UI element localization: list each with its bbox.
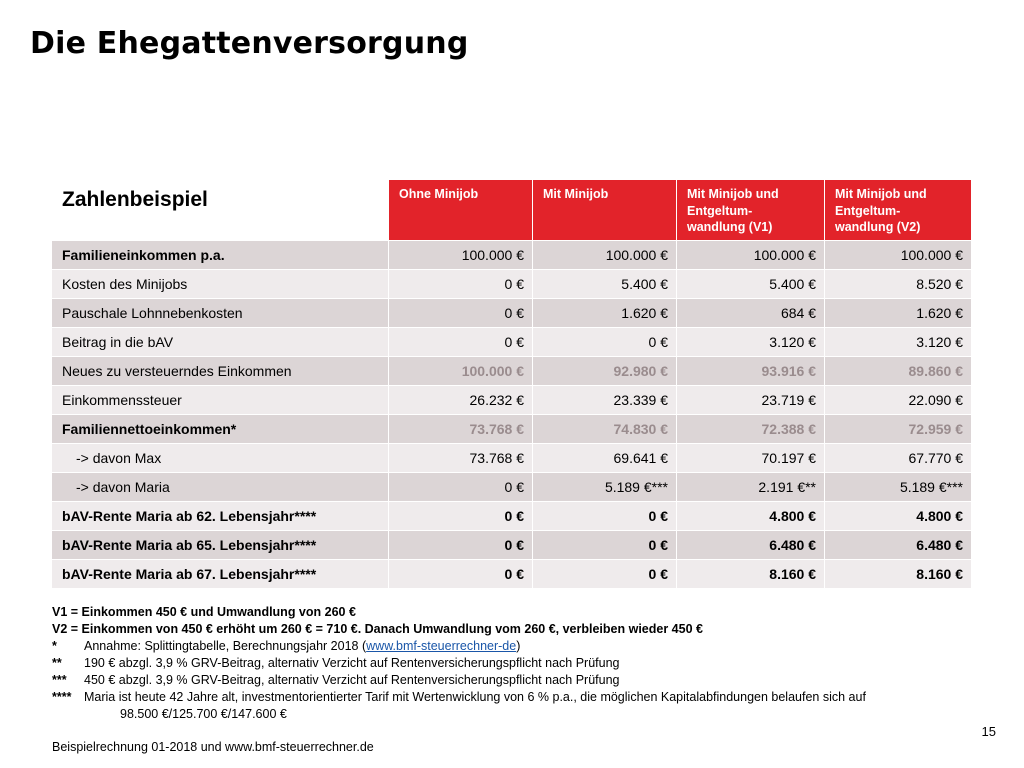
cell-value: 100.000 € xyxy=(532,240,676,269)
table-header-row xyxy=(52,180,971,240)
table-row xyxy=(52,443,971,472)
cell-value: 0 € xyxy=(388,501,532,530)
row-label: -> davon Maria xyxy=(52,472,388,501)
cell-value: 0 € xyxy=(388,559,532,588)
table-row xyxy=(52,559,971,588)
table-row xyxy=(52,501,971,530)
note-star4-continued: 98.500 €/125.700 €/147.600 € xyxy=(120,707,287,721)
note-text-end: ) xyxy=(516,639,521,653)
cell-value: 89.860 € xyxy=(824,356,971,385)
cell-value: 8.520 € xyxy=(824,269,971,298)
cell-value: 23.339 € xyxy=(532,385,676,414)
cell-value: 6.480 € xyxy=(824,530,971,559)
row-label: Neues zu versteuerndes Einkommen xyxy=(52,356,388,385)
cell-value: 8.160 € xyxy=(676,559,824,588)
cell-value: 23.719 € xyxy=(676,385,824,414)
note-marker: ** xyxy=(52,656,62,670)
cell-value: 0 € xyxy=(388,472,532,501)
footer-source: Beispielrechnung 01-2018 und www.bmf-steuerrechner.de xyxy=(52,740,374,754)
row-label: bAV-Rente Maria ab 62. Lebensjahr**** xyxy=(52,501,388,530)
cell-value: 0 € xyxy=(532,530,676,559)
cell-value: 0 € xyxy=(388,298,532,327)
note-star3 xyxy=(52,672,992,689)
cell-value: 0 € xyxy=(532,559,676,588)
row-label: Familieneinkommen p.a. xyxy=(52,240,388,269)
table-row xyxy=(52,327,971,356)
cell-value: 5.400 € xyxy=(676,269,824,298)
column-header: Ohne Minijob xyxy=(388,180,532,240)
row-label: Familiennettoeinkommen* xyxy=(52,414,388,443)
cell-value: 3.120 € xyxy=(824,327,971,356)
cell-value: 100.000 € xyxy=(824,240,971,269)
note-v1: V1 = Einkommen 450 € und Umwandlung von 260 € xyxy=(52,605,356,619)
cell-value: 72.388 € xyxy=(676,414,824,443)
cell-value: 0 € xyxy=(388,327,532,356)
table-row xyxy=(52,385,971,414)
cell-value: 70.197 € xyxy=(676,443,824,472)
column-header: Mit Minijob und Entgeltum- wandlung (V1) xyxy=(676,180,824,240)
note-star2 xyxy=(52,655,992,672)
note-star4 xyxy=(52,689,992,706)
table-row xyxy=(52,472,971,501)
table-row xyxy=(52,530,971,559)
row-label: bAV-Rente Maria ab 65. Lebensjahr**** xyxy=(52,530,388,559)
cell-value: 69.641 € xyxy=(532,443,676,472)
cell-value: 4.800 € xyxy=(676,501,824,530)
table-row xyxy=(52,298,971,327)
table-row xyxy=(52,269,971,298)
table-caption: Zahlenbeispiel xyxy=(52,180,388,240)
note-v2: V2 = Einkommen von 450 € erhöht um 260 € = 710 €. Danach Umwandlung vom 260 €, verbleiben wieder 450 € xyxy=(52,622,703,636)
row-label: Beitrag in die bAV xyxy=(52,327,388,356)
note-text: Annahme: Splittingtabelle, Berechnungsjahr 2018 ( xyxy=(84,639,367,653)
note-marker: *** xyxy=(52,673,67,687)
cell-value: 74.830 € xyxy=(532,414,676,443)
cell-value: 26.232 € xyxy=(388,385,532,414)
cell-value: 6.480 € xyxy=(676,530,824,559)
note-text: Maria ist heute 42 Jahre alt, investmentorientierter Tarif mit Wertenwicklung von 6 % p.a., die möglichen Kapitalabfindungen belaufen sich auf xyxy=(84,690,866,704)
cell-value: 0 € xyxy=(532,501,676,530)
cell-value: 0 € xyxy=(388,530,532,559)
footnotes xyxy=(52,604,992,723)
note-marker: * xyxy=(52,639,57,653)
cell-value: 92.980 € xyxy=(532,356,676,385)
cell-value: 5.189 €*** xyxy=(532,472,676,501)
cell-value: 2.191 €** xyxy=(676,472,824,501)
row-label: Kosten des Minijobs xyxy=(52,269,388,298)
column-header: Mit Minijob und Entgeltum- wandlung (V2) xyxy=(824,180,971,240)
cell-value: 5.189 €*** xyxy=(824,472,971,501)
note-marker: **** xyxy=(52,690,72,704)
cell-value: 684 € xyxy=(676,298,824,327)
table-row xyxy=(52,414,971,443)
row-label: -> davon Max xyxy=(52,443,388,472)
cell-value: 100.000 € xyxy=(388,356,532,385)
cell-value: 5.400 € xyxy=(532,269,676,298)
note-text: 190 € abzgl. 3,9 % GRV-Beitrag, alternativ Verzicht auf Rentenversicherungspflicht nach Prüfung xyxy=(84,656,620,670)
cell-value: 0 € xyxy=(388,269,532,298)
table-row xyxy=(52,356,971,385)
cell-value: 4.800 € xyxy=(824,501,971,530)
cell-value: 3.120 € xyxy=(676,327,824,356)
page-number: 15 xyxy=(981,724,996,739)
table-row xyxy=(52,240,971,269)
row-label: Pauschale Lohnnebenkosten xyxy=(52,298,388,327)
page-title: Die Ehegattenversorgung xyxy=(30,26,469,61)
cell-value: 8.160 € xyxy=(824,559,971,588)
row-label: Einkommenssteuer xyxy=(52,385,388,414)
cell-value: 72.959 € xyxy=(824,414,971,443)
cell-value: 67.770 € xyxy=(824,443,971,472)
comparison-table xyxy=(52,180,971,588)
note-star1 xyxy=(52,638,992,655)
cell-value: 100.000 € xyxy=(388,240,532,269)
cell-value: 1.620 € xyxy=(532,298,676,327)
cell-value: 93.916 € xyxy=(676,356,824,385)
cell-value: 100.000 € xyxy=(676,240,824,269)
column-header: Mit Minijob xyxy=(532,180,676,240)
cell-value: 22.090 € xyxy=(824,385,971,414)
bmf-link[interactable]: www.bmf-steuerrechner-de xyxy=(366,639,517,653)
cell-value: 1.620 € xyxy=(824,298,971,327)
cell-value: 73.768 € xyxy=(388,414,532,443)
note-text: 450 € abzgl. 3,9 % GRV-Beitrag, alternativ Verzicht auf Rentenversicherungspflicht nach Prüfung xyxy=(84,673,620,687)
row-label: bAV-Rente Maria ab 67. Lebensjahr**** xyxy=(52,559,388,588)
cell-value: 0 € xyxy=(532,327,676,356)
cell-value: 73.768 € xyxy=(388,443,532,472)
